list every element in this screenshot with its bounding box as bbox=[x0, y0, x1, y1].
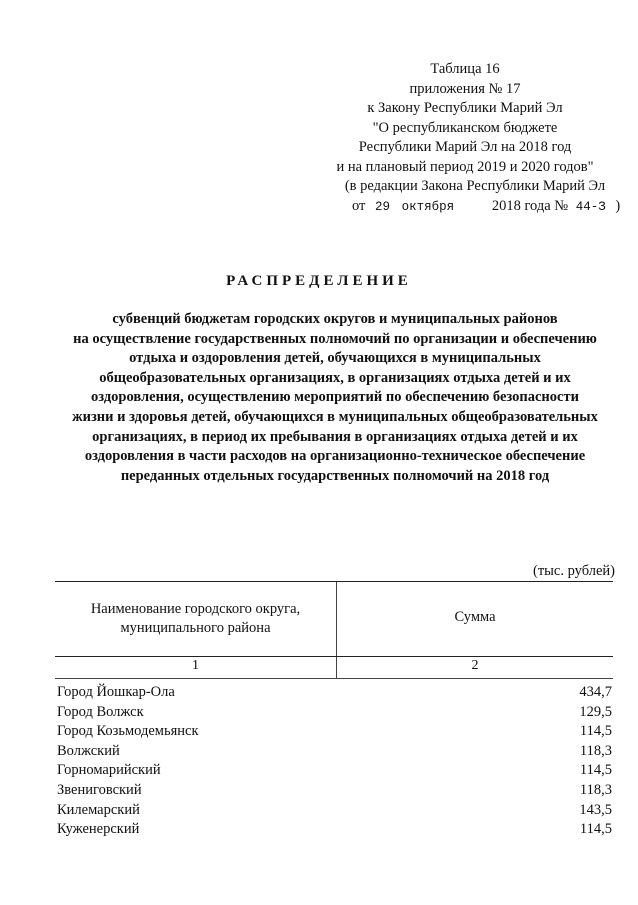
row-name: Горномарийский bbox=[57, 762, 161, 779]
units-label: (тыс. рублей) bbox=[533, 563, 615, 579]
row-name: Город Волжск bbox=[57, 703, 144, 720]
page-subtitle bbox=[40, 310, 630, 486]
subtitle-line: жизни и здоровья детей, обучающихся в муниципальных общеобразовательных bbox=[72, 408, 598, 425]
column-header-amount: Сумма bbox=[454, 609, 496, 625]
subtitle-line: организациях, в период их пребывания в организациях отдыха детей и их bbox=[92, 428, 578, 445]
row-amount: 114,5 bbox=[579, 762, 612, 779]
table-row bbox=[57, 820, 612, 840]
header-line-appendix: приложения № 17 bbox=[409, 80, 521, 97]
subtitle-line: оздоровления в части расходов на организационно-техническое обеспечение bbox=[84, 448, 586, 465]
table-row bbox=[57, 742, 612, 762]
table-row bbox=[57, 722, 612, 742]
row-name: Килемарский bbox=[57, 801, 140, 818]
header-line-law: к Закону Республики Марий Эл bbox=[367, 100, 563, 116]
header-line-planning-period: и на плановый период 2019 и 2020 годов" bbox=[336, 158, 594, 175]
date-month: октября bbox=[401, 199, 455, 214]
page-title: РАСПРЕДЕЛЕНИЕ bbox=[226, 273, 412, 289]
table-row bbox=[57, 801, 612, 821]
subtitle-line: общеобразовательных организациях, в организациях отдыха детей и их bbox=[99, 369, 571, 386]
row-amount: 114,5 bbox=[579, 723, 612, 740]
row-name: Звениговский bbox=[57, 781, 142, 798]
row-amount: 118,3 bbox=[579, 781, 612, 798]
column-number-1: 1 bbox=[192, 658, 199, 673]
row-name: Волжский bbox=[57, 742, 120, 759]
subtitle-line: оздоровления, осуществлению мероприятий по обеспечению безопасности bbox=[91, 389, 579, 406]
table-row bbox=[57, 781, 612, 801]
table-row bbox=[57, 683, 612, 703]
row-name: Город Козьмодемьянск bbox=[57, 723, 199, 740]
subtitle-line: на осуществление государственных полномочий по организации и обеспечению bbox=[73, 330, 597, 347]
subtitle-line: отдыха и оздоровления детей, обучающихся в муниципальных bbox=[129, 350, 541, 367]
header-separator bbox=[55, 656, 613, 657]
header-line-budget: "О республиканском бюджете bbox=[372, 119, 558, 136]
row-name: Город Йошкар-Ола bbox=[57, 684, 175, 700]
header-line-table-number: Таблица 16 bbox=[430, 61, 500, 77]
law-number: 44-З bbox=[575, 199, 606, 214]
date-year-text: 2018 года № bbox=[491, 197, 569, 214]
document-header bbox=[300, 60, 630, 217]
date-close: ) bbox=[615, 197, 621, 214]
row-amount: 118,3 bbox=[579, 742, 612, 759]
table-row bbox=[57, 761, 612, 781]
date-day: 29 bbox=[375, 199, 391, 214]
header-line-edition: (в редакции Закона Республики Марий Эл bbox=[344, 178, 606, 194]
column-header-name-line2: муниципального района bbox=[120, 620, 271, 636]
header-line-date bbox=[300, 197, 630, 218]
table-header bbox=[55, 581, 613, 679]
column-header-name-line1: Наименование городского округа, bbox=[90, 601, 301, 617]
table-body bbox=[57, 683, 612, 840]
table-row bbox=[57, 703, 612, 723]
subtitle-line: переданных отдельных государственных полномочий на 2018 год bbox=[120, 467, 550, 484]
header-line-republic-year: Республики Марий Эл на 2018 год bbox=[358, 139, 572, 155]
row-amount: 434,7 bbox=[579, 684, 612, 700]
row-amount: 129,5 bbox=[579, 703, 612, 720]
row-amount: 114,5 bbox=[579, 821, 612, 838]
subtitle-line: субвенций бюджетам городских округов и муниципальных районов bbox=[112, 311, 558, 327]
column-header-name bbox=[55, 600, 336, 638]
column-number-2: 2 bbox=[471, 658, 479, 673]
row-amount: 143,5 bbox=[579, 801, 612, 818]
date-prefix: от bbox=[352, 197, 366, 214]
row-name: Куженерский bbox=[57, 821, 140, 838]
